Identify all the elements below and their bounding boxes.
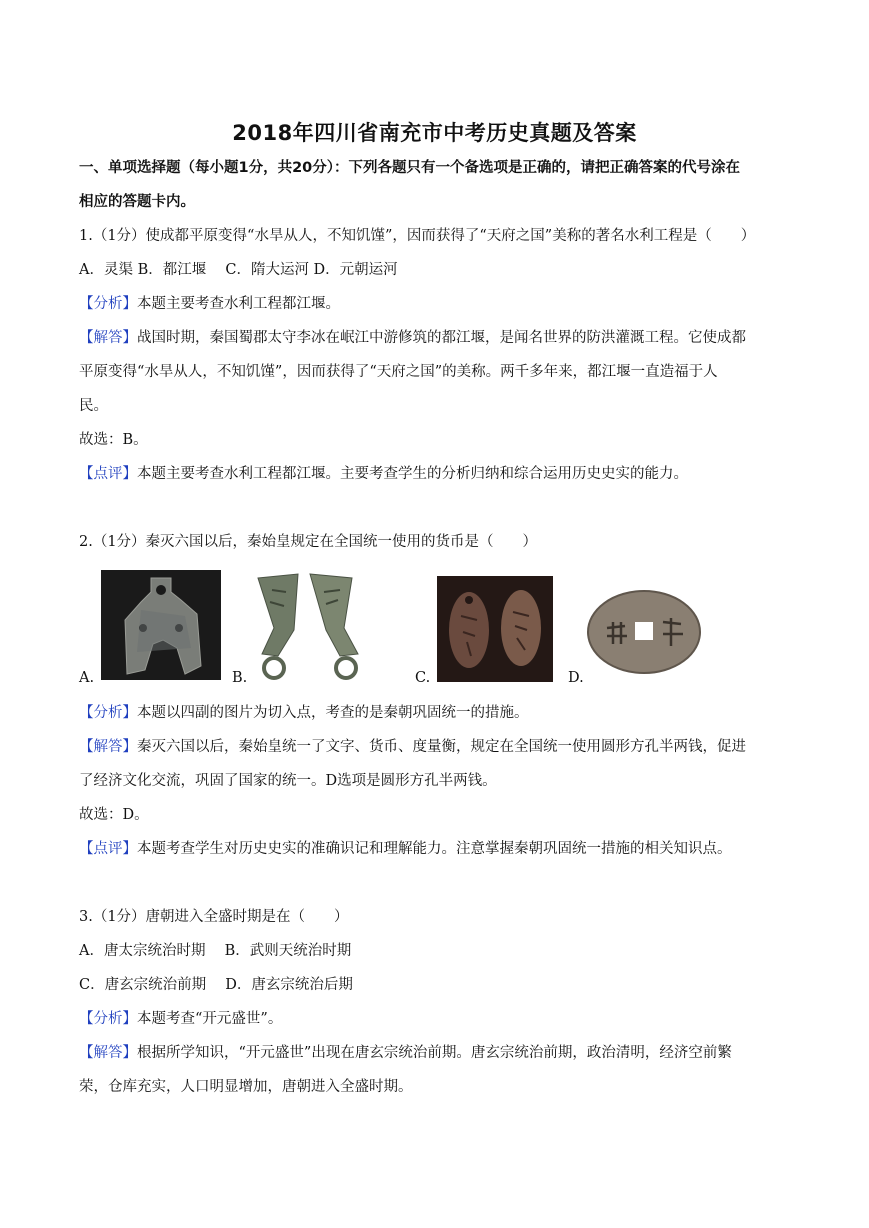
analysis-text: 本题考查“开元盛世”。 bbox=[137, 1011, 283, 1027]
q1-answer bbox=[79, 328, 791, 348]
option-c-image bbox=[437, 576, 553, 682]
comment-tag: 【点评】 bbox=[79, 841, 137, 857]
comment-tag: 【点评】 bbox=[79, 466, 137, 482]
q3-stem: 3.（1分）唐朝进入全盛时期是在（ ） bbox=[79, 909, 349, 925]
option-d-image bbox=[585, 588, 703, 676]
comment-text: 本题考查学生对历史史实的准确识记和理解能力。注意掌握秦朝巩固统一措施的相关知识点。 bbox=[137, 841, 732, 857]
option-b-image bbox=[248, 570, 374, 682]
analysis-tag: 【分析】 bbox=[79, 296, 137, 312]
q1-stem: 1.（1分）使成都平原变得“水旱从人，不知饥馑”，因而获得了“天府之国”美称的著名水利工程是（ ） bbox=[79, 228, 756, 244]
answer-tag: 【解答】 bbox=[79, 330, 137, 346]
answer-text: 战国时期，秦国蜀郡太守李冰在岷江中游修筑的都江堰，是闻名世界的防洪灌溉工程。它使成都 bbox=[137, 330, 746, 346]
section-heading-cont: 相应的答题卡内。 bbox=[79, 194, 195, 210]
q1-choice: 故选：B。 bbox=[79, 432, 148, 448]
analysis-tag: 【分析】 bbox=[79, 1011, 137, 1027]
q3-options-2: C．唐玄宗统治前期 D．唐玄宗统治后期 bbox=[79, 977, 353, 993]
option-c-label: C. bbox=[415, 670, 431, 686]
option-a-image bbox=[101, 570, 221, 680]
q3-analysis bbox=[79, 1009, 791, 1029]
option-a-label: A. bbox=[79, 670, 95, 686]
q2-choice: 故选：D。 bbox=[79, 807, 149, 823]
answer-text: 根据所学知识，“开元盛世”出现在唐玄宗统治前期。唐玄宗统治前期，政治清明，经济空前繁 bbox=[137, 1045, 732, 1061]
q2-comment bbox=[79, 839, 791, 859]
answer-tag: 【解答】 bbox=[79, 739, 137, 755]
q2-analysis bbox=[79, 703, 791, 723]
analysis-text: 本题以四副的图片为切入点，考查的是秦朝巩固统一的措施。 bbox=[137, 705, 529, 721]
q1-answer-cont: 平原变得“水旱从人，不知饥馑”，因而获得了“天府之国”的美称。两千多年来，都江堰一直造福于人 bbox=[79, 364, 718, 380]
analysis-text: 本题主要考查水利工程都江堰。 bbox=[137, 296, 340, 312]
option-d-label: D. bbox=[568, 670, 584, 686]
q1-options: A．灵渠 B．都江堰 C．隋大运河 D．元朝运河 bbox=[79, 262, 398, 278]
q2-answer bbox=[79, 737, 791, 757]
section-heading: 一、单项选择题（每小题1分，共20分）：下列各题只有一个备选项是正确的，请把正确答案的代号涂在 bbox=[79, 160, 741, 176]
q2-answer-cont: 了经济文化交流，巩固了国家的统一。D选项是圆形方孔半两钱。 bbox=[79, 773, 497, 789]
answer-text: 秦灭六国以后，秦始皇统一了文字、货币、度量衡，规定在全国统一使用圆形方孔半两钱，促进 bbox=[137, 739, 746, 755]
q3-answer-cont: 荣，仓库充实，人口明显增加，唐朝进入全盛时期。 bbox=[79, 1079, 413, 1095]
comment-text: 本题主要考查水利工程都江堰。主要考查学生的分析归纳和综合运用历史史实的能力。 bbox=[137, 466, 688, 482]
q3-answer bbox=[79, 1043, 791, 1063]
answer-tag: 【解答】 bbox=[79, 1045, 137, 1061]
q1-answer-cont2: 民。 bbox=[79, 398, 108, 414]
q1-comment bbox=[79, 464, 791, 484]
option-b-label: B. bbox=[232, 670, 248, 686]
page-title: 2018年四川省南充市中考历史真题及答案 bbox=[232, 121, 637, 145]
q2-stem: 2.（1分）秦灭六国以后，秦始皇规定在全国统一使用的货币是（ ） bbox=[79, 534, 538, 550]
q3-options-1: A．唐太宗统治时期 B．武则天统治时期 bbox=[79, 943, 352, 959]
analysis-tag: 【分析】 bbox=[79, 705, 137, 721]
q1-analysis bbox=[79, 294, 791, 314]
